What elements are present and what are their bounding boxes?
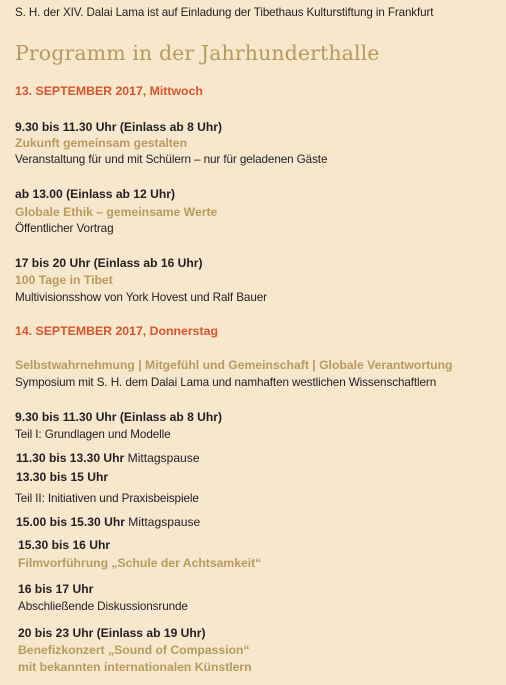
date-heading-day2: 14. SEPTEMBER 2017, Donnerstag (15, 324, 218, 338)
event-description: Öffentlicher Vortrag (15, 222, 114, 235)
session-title: mit bekannten internationalen Künstlern (18, 660, 252, 674)
date-heading-day1: 13. SEPTEMBER 2017, Mittwoch (15, 84, 203, 98)
session-time: 15.30 bis 16 Uhr (18, 538, 111, 552)
session-title: Benefizkonzert „Sound of Compassion“ (18, 643, 250, 657)
event-title: Globale Ethik – gemeinsame Werte (15, 205, 218, 219)
session-description: Teil I: Grundlagen und Modelle (15, 428, 171, 441)
symposium-title: Selbstwahrnehmung | Mitgefühl und Gemeinschaft | Globale Verantwortung (15, 358, 453, 372)
session-description: Mittagspause (128, 515, 201, 529)
session-description: Teil II: Initiativen und Praxisbeispiele (15, 492, 199, 505)
session-time: 20 bis 23 Uhr (Einlass ab 19 Uhr) (18, 626, 206, 640)
session-time: 9.30 bis 11.30 Uhr (Einlass ab 8 Uhr) (15, 410, 223, 424)
event-description: Multivisionsshow von York Hovest und Ralf Bauer (15, 291, 267, 304)
session-time: 16 bis 17 Uhr (18, 582, 94, 596)
event-time: 9.30 bis 11.30 Uhr (Einlass ab 8 Uhr) (15, 120, 223, 134)
intro-text: S. H. der XIV. Dalai Lama ist auf Einladung der Tibethaus Kulturstiftung in Frankfurt (15, 6, 434, 19)
session-title: Filmvorführung „Schule der Achtsamkeit“ (18, 556, 262, 570)
event-title: 100 Tage in Tibet (15, 273, 113, 287)
session-time (16, 451, 200, 465)
event-title: Zukunft gemeinsam gestalten (15, 136, 188, 150)
session-time-value: 11.30 bis 13.30 Uhr (16, 451, 125, 465)
session-time (16, 515, 200, 529)
page-title: Programm in der Jahrhunderthalle (15, 41, 380, 65)
session-time-value: 15.00 bis 15.30 Uhr (16, 515, 125, 529)
event-time: 17 bis 20 Uhr (Einlass ab 16 Uhr) (15, 256, 203, 270)
symposium-description: Symposium mit S. H. dem Dalai Lama und namhaften westlichen Wissenschaftlern (15, 376, 437, 389)
session-description: Abschließende Diskussionsrunde (18, 600, 188, 613)
session-description: Mittagspause (127, 451, 200, 465)
event-time: ab 13.00 (Einlass ab 12 Uhr) (15, 187, 175, 201)
event-description: Veranstaltung für und mit Schülern – nur für geladenen Gäste (15, 153, 328, 166)
session-time: 13.30 bis 15 Uhr (16, 470, 109, 484)
